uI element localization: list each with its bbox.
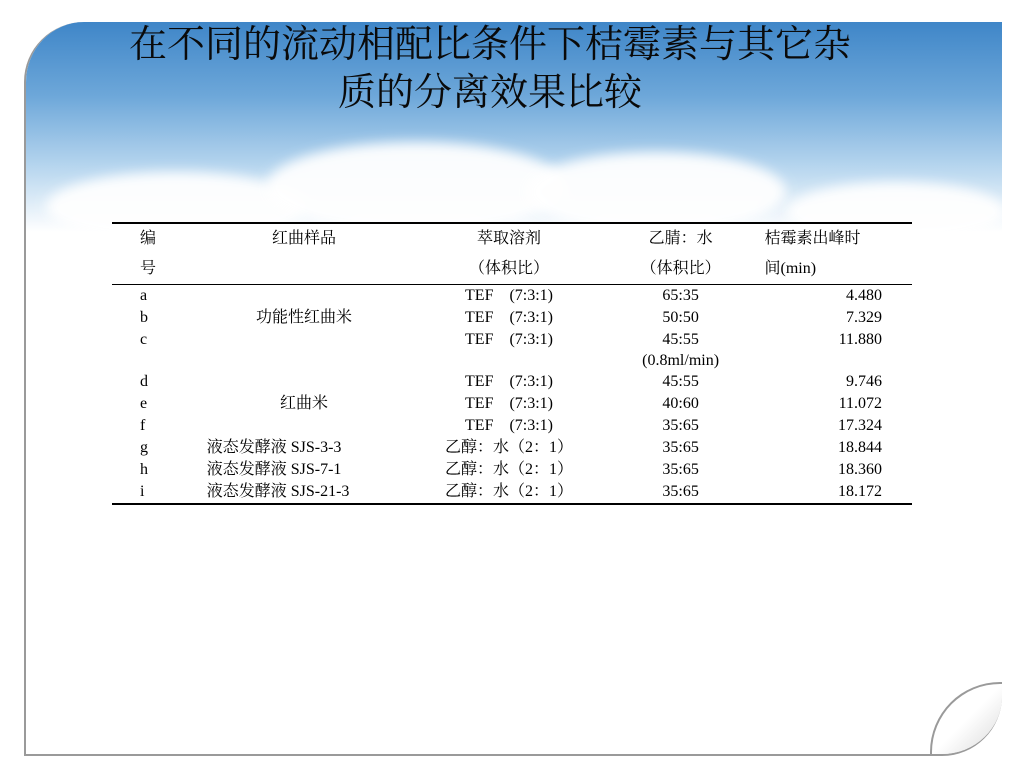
cell-solvent: TEF (7:3:1) xyxy=(465,309,554,326)
cell-no: b xyxy=(140,309,148,326)
slide-title-line-2: 质的分离效果比较 xyxy=(337,70,642,114)
cell-ratio: 35:65 xyxy=(607,481,755,504)
cell-no: i xyxy=(112,481,197,504)
cell-ratio: 35:65 xyxy=(662,439,699,456)
cell-retention-time: 17.324 xyxy=(838,417,882,434)
cell-sample-group-1: 功能性红曲米 xyxy=(256,309,353,326)
cell-solvent: TEF (7:3:1) xyxy=(465,417,554,434)
slide-title xyxy=(40,20,940,116)
cell-ratio: 45:55 xyxy=(662,331,699,348)
cell-no: g xyxy=(140,439,148,456)
header-retention-time: 桔霉素出峰时 xyxy=(755,223,912,254)
cell-sample: 液态发酵液 SJS-21-3 xyxy=(197,481,412,504)
cell-retention-time: 18.172 xyxy=(755,481,912,504)
flow-rate-note: (0.8ml/min) xyxy=(642,352,720,369)
page-curl-decoration xyxy=(930,682,1002,754)
cell-solvent: TEF (7:3:1) xyxy=(465,395,554,412)
header-no: 编 xyxy=(112,223,197,254)
header-solvent-2: （体积比） xyxy=(411,254,606,285)
cell-no: c xyxy=(140,331,148,348)
cell-solvent: TEF (7:3:1) xyxy=(465,331,554,348)
cell-no: f xyxy=(140,417,146,434)
header-ratio: 乙腈：水 xyxy=(607,223,755,254)
results-table xyxy=(112,222,912,505)
table-row xyxy=(112,371,912,393)
cloud-decoration xyxy=(526,152,786,232)
cloud-decoration xyxy=(266,142,566,232)
cell-no: a xyxy=(140,287,148,304)
header-sample: 红曲样品 xyxy=(197,223,412,254)
table-row xyxy=(112,481,912,504)
cell-sample: 液态发酵液 SJS-7-1 xyxy=(206,461,342,478)
table-header-row-2 xyxy=(112,254,912,285)
table-row xyxy=(112,459,912,481)
cell-retention-time: 18.844 xyxy=(838,439,882,456)
cell-no: h xyxy=(140,461,148,478)
cell-solvent: TEF (7:3:1) xyxy=(465,287,554,304)
cell-solvent: 乙醇：水（2：1） xyxy=(445,461,574,478)
cell-retention-time: 9.746 xyxy=(846,373,882,390)
table-row xyxy=(112,437,912,459)
cell-solvent: 乙醇：水（2：1） xyxy=(445,439,574,456)
cell-retention-time: 11.072 xyxy=(838,395,882,412)
cell-retention-time: 11.880 xyxy=(838,331,882,348)
cell-ratio: 35:65 xyxy=(662,461,699,478)
cell-sample: 液态发酵液 SJS-3-3 xyxy=(206,439,342,456)
cell-retention-time: 7.329 xyxy=(846,309,882,326)
cell-sample-group-2: 红曲米 xyxy=(280,395,329,412)
cell-retention-time: 18.360 xyxy=(838,461,882,478)
header-sample-2 xyxy=(197,254,412,285)
header-retention-time-2: 间(min) xyxy=(755,254,912,285)
cell-no: d xyxy=(140,373,148,390)
flow-rate-note-row xyxy=(112,351,912,371)
cell-ratio: 40:60 xyxy=(662,395,699,412)
cell-solvent: 乙醇：水（2：1） xyxy=(411,481,606,504)
cell-retention-time: 4.480 xyxy=(846,287,882,304)
table-header-row xyxy=(112,223,912,254)
cell-ratio: 35:65 xyxy=(662,417,699,434)
cell-solvent: TEF (7:3:1) xyxy=(465,373,554,390)
header-solvent: 萃取溶剂 xyxy=(411,223,606,254)
cell-no: e xyxy=(140,395,148,412)
table-row xyxy=(112,285,912,308)
cell-ratio: 45:55 xyxy=(662,373,699,390)
cell-ratio: 65:35 xyxy=(662,287,699,304)
cell-ratio: 50:50 xyxy=(662,309,699,326)
header-no-2: 号 xyxy=(112,254,197,285)
slide-title-line-1: 在不同的流动相配比条件下桔霉素与其它杂 xyxy=(128,22,851,66)
header-ratio-2: （体积比） xyxy=(607,254,755,285)
